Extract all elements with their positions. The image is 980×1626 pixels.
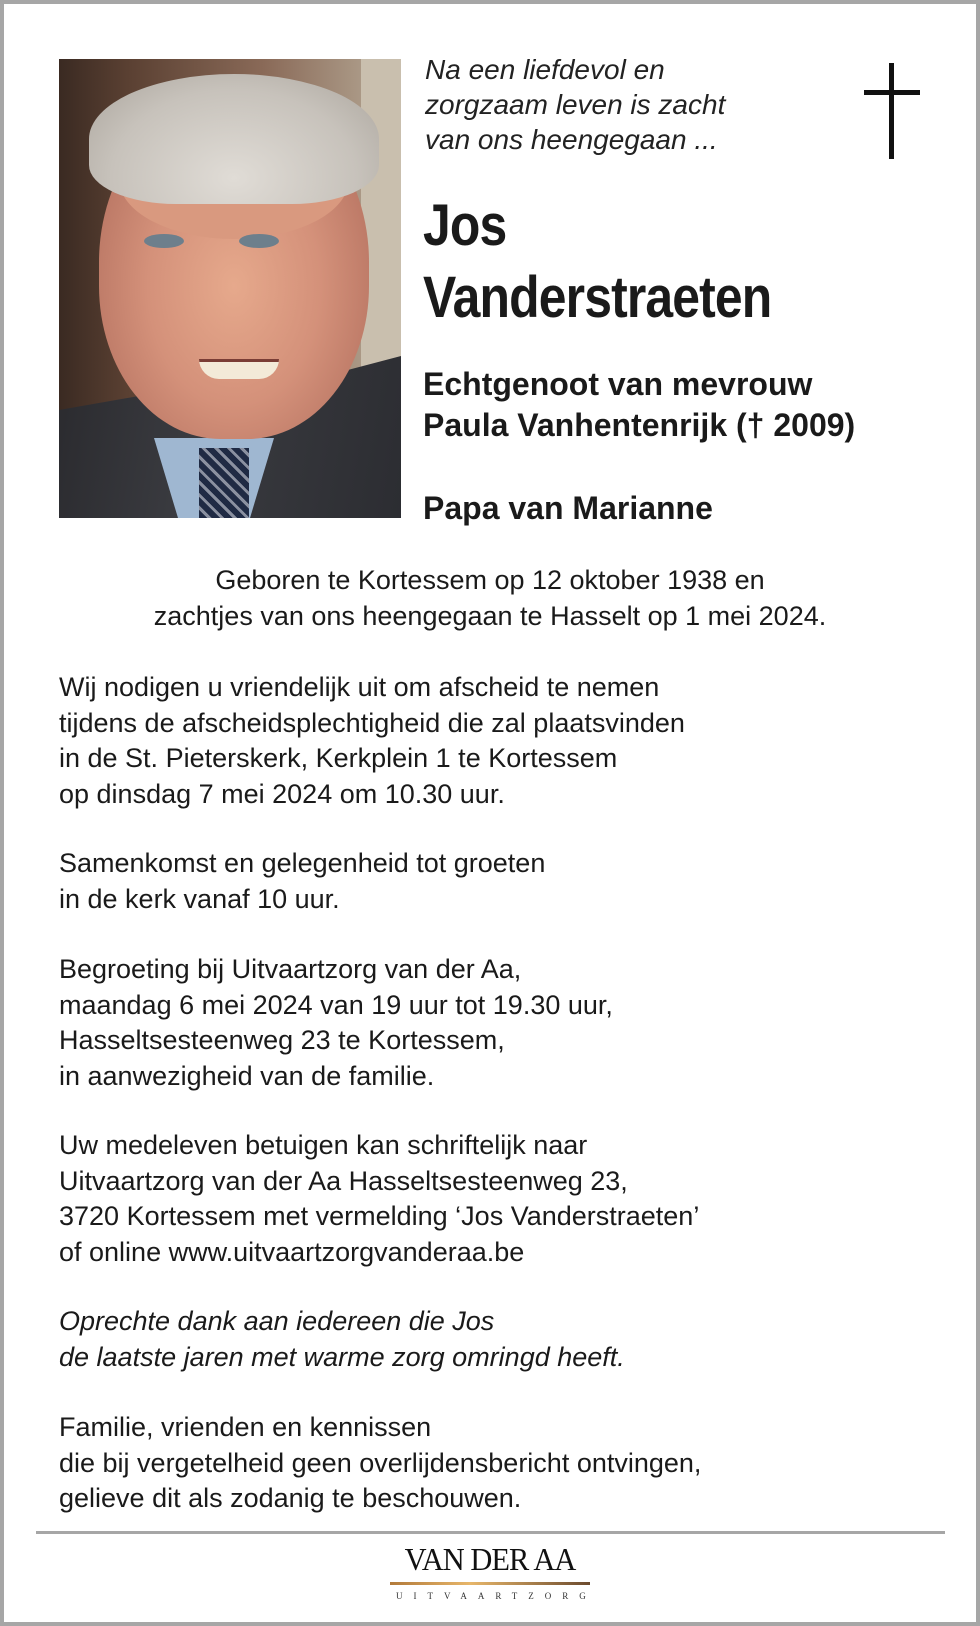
text-line: Samenkomst en gelegenheid tot groeten: [59, 848, 546, 878]
text-line: tijdens de afscheidsplechtigheid die zal plaatsvinden: [59, 707, 685, 738]
spouse-line: Paula Vanhentenrijk († 2009): [423, 407, 856, 443]
text-line: Begroeting bij Uitvaartzorg van der Aa,: [59, 954, 522, 984]
portrait-photo: [59, 59, 401, 518]
text-line: maandag 6 mei 2024 van 19 uur tot 19.30 uur,: [59, 989, 613, 1020]
text-line: in de kerk vanaf 10 uur.: [59, 883, 340, 914]
spouse-line: Echtgenoot van mevrouw: [423, 366, 813, 402]
text-line: Oprechte dank aan iedereen die Jos: [59, 1306, 495, 1336]
intro-line: van ons heengegaan ...: [425, 124, 718, 155]
death-line: zachtjes van ons heengegaan te Hasselt op 1 mei 2024.: [153, 601, 827, 631]
divider: [36, 1531, 945, 1534]
logo-main-text: VAN DER AA: [404, 1541, 576, 1577]
deceased-name: [423, 190, 771, 334]
thanks-paragraph: [59, 1304, 625, 1375]
logo-sub-text: UITVAARTZORG: [396, 1591, 597, 1601]
condolence-paragraph: [59, 1128, 699, 1270]
text-line: gelieve dit als zodanig te beschouwen.: [59, 1483, 522, 1513]
intro-text: [425, 52, 725, 157]
text-line: Hasseltsesteenweg 23 te Kortessem,: [59, 1025, 505, 1055]
parent-text: Papa van Marianne: [423, 490, 713, 526]
text-line: 3720 Kortessem met vermelding ‘Jos Vanderstraeten’: [59, 1201, 700, 1231]
intro-line: zorgzaam leven is zacht: [425, 89, 726, 120]
logo-gold-bar: [390, 1582, 590, 1585]
last-name: Vanderstraeten: [423, 265, 772, 330]
funeral-home-logo: [390, 1541, 597, 1601]
visitation-paragraph: [59, 952, 613, 1094]
ceremony-paragraph: [59, 670, 685, 812]
text-line: op dinsdag 7 mei 2024 om 10.30 uur.: [59, 778, 505, 809]
intro-line: Na een liefdevol en: [425, 54, 665, 85]
gathering-paragraph: [59, 846, 545, 917]
text-line: Wij nodigen u vriendelijk uit om afscheid te nemen: [59, 672, 660, 702]
first-name: Jos: [423, 193, 507, 258]
text-line: de laatste jaren met warme zorg omringd heeft.: [59, 1341, 625, 1372]
text-line: of online www.uitvaartzorgvanderaa.be: [59, 1236, 525, 1267]
text-line: in de St. Pieterskerk, Kerkplein 1 te Kortessem: [59, 743, 618, 773]
text-line: die bij vergetelheid geen overlijdensbericht ontvingen,: [59, 1447, 702, 1478]
text-line: Uw medeleven betuigen kan schriftelijk naar: [59, 1130, 588, 1160]
text-line: Familie, vrienden en kennissen: [59, 1412, 432, 1442]
text-line: in aanwezigheid van de familie.: [59, 1060, 435, 1091]
cross-icon: [864, 63, 920, 159]
birth-death-text: [0, 562, 980, 634]
notice-paragraph: [59, 1410, 701, 1517]
birth-line: Geboren te Kortessem op 12 oktober 1938 en: [215, 565, 765, 595]
spouse-text: [423, 364, 855, 446]
text-line: Uitvaartzorg van der Aa Hasseltsesteenweg 23,: [59, 1165, 628, 1196]
